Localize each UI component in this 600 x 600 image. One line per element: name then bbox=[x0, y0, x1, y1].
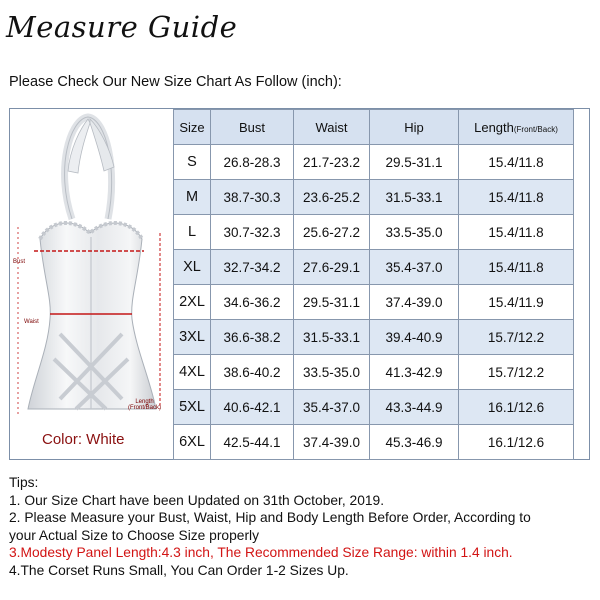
length-cell: 15.7/12.2 bbox=[459, 355, 574, 390]
length-cell: 15.4/11.8 bbox=[459, 215, 574, 250]
header-length-sub: (Front/Back) bbox=[513, 124, 558, 134]
header-length-main: Length bbox=[474, 119, 514, 135]
tips-section bbox=[9, 474, 599, 579]
bust-cell: 42.5-44.1 bbox=[211, 425, 294, 460]
header-hip: Hip bbox=[370, 110, 459, 145]
bust-cell: 34.6-36.2 bbox=[211, 285, 294, 320]
waist-cell: 35.4-37.0 bbox=[294, 390, 370, 425]
waist-cell: 25.6-27.2 bbox=[294, 215, 370, 250]
waist-label: Waist bbox=[24, 319, 39, 325]
table-row bbox=[174, 425, 574, 460]
size-cell: 6XL bbox=[174, 425, 211, 460]
bust-cell: 30.7-32.3 bbox=[211, 215, 294, 250]
corset-illustration bbox=[10, 109, 173, 429]
header-size: Size bbox=[174, 110, 211, 145]
bust-label: Bust bbox=[13, 259, 26, 265]
header-bust: Bust bbox=[211, 110, 294, 145]
bust-cell: 38.6-40.2 bbox=[211, 355, 294, 390]
size-cell: XL bbox=[174, 250, 211, 285]
hip-cell: 35.4-37.0 bbox=[370, 250, 459, 285]
bust-cell: 32.7-34.2 bbox=[211, 250, 294, 285]
length-cell: 15.4/11.8 bbox=[459, 180, 574, 215]
length-cell: 15.4/11.8 bbox=[459, 145, 574, 180]
hip-cell: 33.5-35.0 bbox=[370, 215, 459, 250]
waist-cell: 27.6-29.1 bbox=[294, 250, 370, 285]
hip-cell: 31.5-33.1 bbox=[370, 180, 459, 215]
size-cell: 4XL bbox=[174, 355, 211, 390]
waist-cell: 31.5-33.1 bbox=[294, 320, 370, 355]
corset-figure-panel bbox=[10, 109, 173, 459]
length-cell: 15.7/12.2 bbox=[459, 320, 574, 355]
table-row bbox=[174, 285, 574, 320]
tip-2b: your Actual Size to Choose Size properly bbox=[9, 527, 260, 543]
waist-cell: 33.5-35.0 bbox=[294, 355, 370, 390]
length-cell: 16.1/12.6 bbox=[459, 425, 574, 460]
hip-cell: 43.3-44.9 bbox=[370, 390, 459, 425]
table-row bbox=[174, 180, 574, 215]
hip-cell: 37.4-39.0 bbox=[370, 285, 459, 320]
tip-3: 3.Modesty Panel Length:4.3 inch, The Recommended Size Range: within 1.4 inch. bbox=[9, 545, 513, 560]
length-cell: 15.4/11.8 bbox=[459, 250, 574, 285]
header-length bbox=[459, 110, 574, 145]
table-row bbox=[174, 320, 574, 355]
length-cell: 16.1/12.6 bbox=[459, 390, 574, 425]
length-label: Length (Front/Back) bbox=[128, 399, 162, 411]
header-waist: Waist bbox=[294, 110, 370, 145]
table-row bbox=[174, 250, 574, 285]
size-cell: L bbox=[174, 215, 211, 250]
table-header-row bbox=[174, 110, 574, 145]
size-cell: 2XL bbox=[174, 285, 211, 320]
waist-cell: 23.6-25.2 bbox=[294, 180, 370, 215]
page-title: Measure Guide bbox=[6, 10, 238, 44]
waist-cell: 21.7-23.2 bbox=[294, 145, 370, 180]
table-row bbox=[174, 215, 574, 250]
waist-cell: 29.5-31.1 bbox=[294, 285, 370, 320]
tip-1: 1. Our Size Chart have been Updated on 31th October, 2019. bbox=[9, 492, 385, 508]
bust-cell: 38.7-30.3 bbox=[211, 180, 294, 215]
length-cell: 15.4/11.9 bbox=[459, 285, 574, 320]
size-cell: M bbox=[174, 180, 211, 215]
size-chart-frame bbox=[9, 108, 590, 460]
bust-cell: 36.6-38.2 bbox=[211, 320, 294, 355]
chart-subtitle: Please Check Our New Size Chart As Follow (inch): bbox=[9, 74, 342, 90]
hip-cell: 29.5-31.1 bbox=[370, 145, 459, 180]
hip-cell: 39.4-40.9 bbox=[370, 320, 459, 355]
hip-cell: 41.3-42.9 bbox=[370, 355, 459, 390]
bust-cell: 26.8-28.3 bbox=[211, 145, 294, 180]
size-cell: 5XL bbox=[174, 390, 211, 425]
size-table bbox=[173, 109, 574, 460]
table-row bbox=[174, 390, 574, 425]
size-cell: S bbox=[174, 145, 211, 180]
bust-cell: 40.6-42.1 bbox=[211, 390, 294, 425]
color-label: Color: White bbox=[42, 431, 125, 448]
tips-heading: Tips: bbox=[9, 475, 39, 490]
hip-cell: 45.3-46.9 bbox=[370, 425, 459, 460]
tip-2a: 2. Please Measure your Bust, Waist, Hip and Body Length Before Order, According to bbox=[9, 510, 531, 525]
table-row bbox=[174, 355, 574, 390]
size-cell: 3XL bbox=[174, 320, 211, 355]
tip-4: 4.The Corset Runs Small, You Can Order 1-2 Sizes Up. bbox=[9, 562, 349, 578]
table-row bbox=[174, 145, 574, 180]
waist-cell: 37.4-39.0 bbox=[294, 425, 370, 460]
